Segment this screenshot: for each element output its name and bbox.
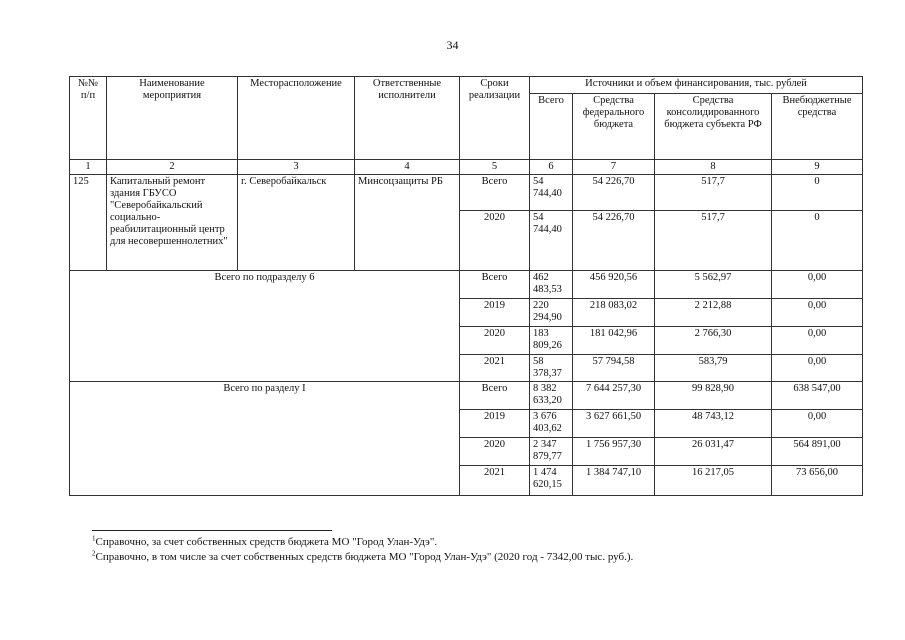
federal-cell: 1 384 747,10 bbox=[573, 466, 655, 496]
consolidated-cell: 517,7 bbox=[655, 211, 772, 271]
term-cell: 2021 bbox=[460, 466, 530, 496]
column-number: 2 bbox=[107, 160, 238, 175]
total-cell: 2 347 879,77 bbox=[530, 438, 573, 466]
consolidated-cell: 16 217,05 bbox=[655, 466, 772, 496]
header-name: Наименование мероприятия bbox=[107, 77, 238, 160]
column-number: 6 bbox=[530, 160, 573, 175]
federal-cell: 3 627 661,50 bbox=[573, 410, 655, 438]
term-cell: 2020 bbox=[460, 438, 530, 466]
total-cell: 8 382 633,20 bbox=[530, 382, 573, 410]
consolidated-cell: 26 031,47 bbox=[655, 438, 772, 466]
column-number: 3 bbox=[238, 160, 355, 175]
term-cell: 2019 bbox=[460, 299, 530, 327]
total-cell: 1 474 620,15 bbox=[530, 466, 573, 496]
header-consolidated: Средства консолидированного бюджета субъекта РФ bbox=[655, 93, 772, 159]
header-total: Всего bbox=[530, 93, 573, 159]
consolidated-cell: 2 212,88 bbox=[655, 299, 772, 327]
item-location: г. Северобайкальск bbox=[238, 175, 355, 271]
header-federal: Средства федерального бюджета bbox=[573, 93, 655, 159]
column-number: 9 bbox=[772, 160, 863, 175]
footnote-text: Справочно, в том числе за счет собственных средств бюджета МО "Город Улан-Удэ" (2020 год - 7342,00 тыс. руб.). bbox=[95, 551, 634, 563]
federal-cell: 57 794,58 bbox=[573, 355, 655, 382]
section-total-label: Всего по разделу I bbox=[70, 382, 460, 496]
footnote-mark: 1 bbox=[92, 534, 96, 543]
footnote-divider bbox=[92, 530, 332, 531]
page-number: 34 bbox=[446, 38, 459, 52]
term-cell: Всего bbox=[460, 382, 530, 410]
column-number: 7 bbox=[573, 160, 655, 175]
extra-cell: 0,00 bbox=[772, 299, 863, 327]
term-cell: 2020 bbox=[460, 327, 530, 355]
extra-cell: 0,00 bbox=[772, 327, 863, 355]
consolidated-cell: 99 828,90 bbox=[655, 382, 772, 410]
federal-cell: 54 226,70 bbox=[573, 175, 655, 211]
total-cell: 183 809,26 bbox=[530, 327, 573, 355]
term-cell: 2019 bbox=[460, 410, 530, 438]
consolidated-cell: 517,7 bbox=[655, 175, 772, 211]
federal-cell: 7 644 257,30 bbox=[573, 382, 655, 410]
column-number: 5 bbox=[460, 160, 530, 175]
federal-cell: 54 226,70 bbox=[573, 211, 655, 271]
extra-cell: 0,00 bbox=[772, 410, 863, 438]
extra-cell: 0 bbox=[772, 211, 863, 271]
consolidated-cell: 48 743,12 bbox=[655, 410, 772, 438]
consolidated-cell: 5 562,97 bbox=[655, 271, 772, 299]
header-sources: Источники и объем финансирования, тыс. рублей bbox=[530, 77, 863, 94]
column-number: 8 bbox=[655, 160, 772, 175]
extra-cell: 638 547,00 bbox=[772, 382, 863, 410]
extra-cell: 0,00 bbox=[772, 271, 863, 299]
financing-table bbox=[69, 76, 863, 496]
extra-cell: 73 656,00 bbox=[772, 466, 863, 496]
header-location: Месторасположение bbox=[238, 77, 355, 160]
table-row bbox=[70, 271, 863, 299]
total-cell: 54 744,40 bbox=[530, 175, 573, 211]
federal-cell: 456 920,56 bbox=[573, 271, 655, 299]
table-row bbox=[70, 382, 863, 410]
header-terms: Сроки реализации bbox=[460, 77, 530, 160]
footnote-2 bbox=[92, 551, 633, 564]
item-name: Капитальный ремонт здания ГБУСО "Северобайкальский социально-реабилитационный центр для несовершеннолетних" bbox=[107, 175, 238, 271]
term-cell: Всего bbox=[460, 175, 530, 211]
federal-cell: 1 756 957,30 bbox=[573, 438, 655, 466]
footnote-text: Справочно, за счет собственных средств бюджета МО "Город Улан-Удэ". bbox=[95, 536, 438, 548]
item-num: 125 bbox=[70, 175, 107, 271]
extra-cell: 0 bbox=[772, 175, 863, 211]
total-cell: 220 294,90 bbox=[530, 299, 573, 327]
item-responsible: Минсоцзащиты РБ bbox=[355, 175, 460, 271]
column-number: 4 bbox=[355, 160, 460, 175]
term-cell: Всего bbox=[460, 271, 530, 299]
consolidated-cell: 2 766,30 bbox=[655, 327, 772, 355]
total-cell: 462 483,53 bbox=[530, 271, 573, 299]
term-cell: 2021 bbox=[460, 355, 530, 382]
header-extra: Внебюджетные средства bbox=[772, 93, 863, 159]
term-cell: 2020 bbox=[460, 211, 530, 271]
federal-cell: 181 042,96 bbox=[573, 327, 655, 355]
header-num: №№ п/п bbox=[70, 77, 107, 160]
federal-cell: 218 083,02 bbox=[573, 299, 655, 327]
total-cell: 54 744,40 bbox=[530, 211, 573, 271]
extra-cell: 564 891,00 bbox=[772, 438, 863, 466]
footnote-1 bbox=[92, 536, 437, 549]
total-cell: 58 378,37 bbox=[530, 355, 573, 382]
total-cell: 3 676 403,62 bbox=[530, 410, 573, 438]
consolidated-cell: 583,79 bbox=[655, 355, 772, 382]
footnote-mark: 2 bbox=[92, 549, 96, 558]
column-number: 1 bbox=[70, 160, 107, 175]
header-responsible: Ответственные исполнители bbox=[355, 77, 460, 160]
extra-cell: 0,00 bbox=[772, 355, 863, 382]
subsection-total-label: Всего по подразделу 6 bbox=[70, 271, 460, 382]
